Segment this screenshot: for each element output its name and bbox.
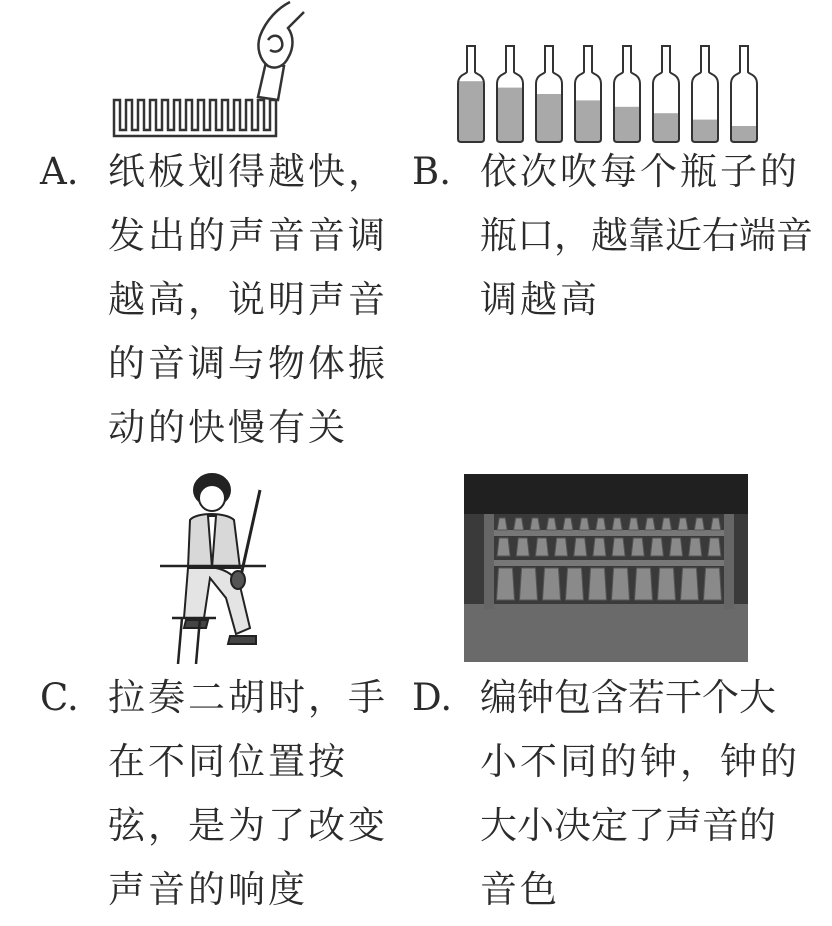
water-level [576, 100, 600, 141]
bell-icon [612, 568, 630, 600]
option-text-line: 依次吹每个瓶子的 [480, 150, 800, 193]
option-a[interactable] [40, 140, 400, 470]
bell-icon [574, 538, 587, 556]
bell-icon [670, 538, 683, 556]
bell-icon [612, 518, 622, 530]
option-c[interactable] [40, 666, 400, 926]
option-text-line: 纸板划得越快， [108, 150, 388, 193]
water-level [693, 120, 717, 141]
option-text-line: 瓶口，越靠近右端音 [480, 214, 813, 257]
option-b[interactable] [412, 140, 822, 340]
bell-icon [543, 568, 561, 600]
option-text-line: 音色 [480, 868, 560, 911]
option-d[interactable] [412, 666, 822, 926]
water-level [537, 94, 561, 141]
bottles-figure [452, 42, 768, 146]
bottle-icon [692, 46, 718, 142]
option-d-text [480, 666, 800, 922]
bell-icon [678, 518, 688, 530]
bell-icon [497, 568, 515, 600]
bell-icon [662, 518, 672, 530]
bottle-icon [614, 46, 640, 142]
bell-icon [635, 568, 653, 600]
bell-icon [645, 518, 655, 530]
bell-icon [629, 518, 639, 530]
bell-icon [593, 538, 606, 556]
bell-icon [694, 518, 704, 530]
bottle-icon [653, 46, 679, 142]
option-text-line: 发出的声音音调 [108, 214, 388, 257]
bell-icon [711, 518, 721, 530]
bell-icon [612, 538, 625, 556]
bell-icon [589, 568, 607, 600]
option-text-line: 调越高 [480, 278, 600, 321]
option-letter: B. [412, 150, 451, 193]
bottle-icon [575, 46, 601, 142]
bell-icon [530, 518, 540, 530]
bell-icon [579, 518, 589, 530]
bell-icon [514, 518, 524, 530]
option-text-line: 在不同位置按 [108, 740, 348, 783]
bottle-icon [536, 46, 562, 142]
water-level [654, 113, 678, 141]
bell-icon [681, 568, 699, 600]
bell-icon [704, 568, 722, 600]
bell-icon [566, 568, 584, 600]
water-level [732, 126, 756, 141]
option-letter: A. [40, 150, 79, 193]
bell-icon [516, 538, 529, 556]
option-b-text [480, 140, 813, 332]
option-text-line: 编钟包含若干个大 [480, 676, 776, 719]
option-c-text [108, 666, 388, 922]
bottle-icon [731, 46, 757, 142]
bell-icon [547, 518, 557, 530]
bell-icon [497, 518, 507, 530]
option-text-line: 大小决定了声音的 [480, 804, 776, 847]
bottle-icon [458, 46, 484, 142]
bell-icon [497, 538, 510, 556]
bell-icon [520, 568, 538, 600]
option-text-line: 声音的响度 [108, 868, 308, 911]
option-letter: D. [412, 676, 453, 719]
option-a-text [108, 140, 388, 460]
comb-and-card-figure [108, 0, 308, 140]
water-level [498, 88, 522, 141]
bottle-icon [497, 46, 523, 142]
option-text-line: 动的快慢有关 [108, 406, 348, 449]
erhu-player-icon [160, 474, 266, 664]
bell-icon [658, 568, 676, 600]
bell-icon [708, 538, 721, 556]
water-level [459, 81, 483, 141]
option-text-line: 越高，说明声音 [108, 278, 388, 321]
option-letter: C. [40, 676, 79, 719]
option-text-line: 弦，是为了改变 [108, 804, 388, 847]
bell-icon [650, 538, 663, 556]
bell-icon [535, 538, 548, 556]
water-level [615, 107, 639, 141]
option-text-line: 的音调与物体振 [108, 342, 388, 385]
option-text-line: 小不同的钟，钟的 [480, 740, 800, 783]
bell-icon [563, 518, 573, 530]
option-text-line: 拉奏二胡时，手 [108, 676, 388, 719]
bell-icon [555, 538, 568, 556]
erhu-player-figure [160, 468, 272, 664]
bianzhong-photo [464, 474, 748, 662]
comb-icon [114, 100, 276, 136]
bell-icon [631, 538, 644, 556]
bell-icon [596, 518, 606, 530]
bell-icon [689, 538, 702, 556]
hand-with-card-icon [258, 2, 304, 100]
